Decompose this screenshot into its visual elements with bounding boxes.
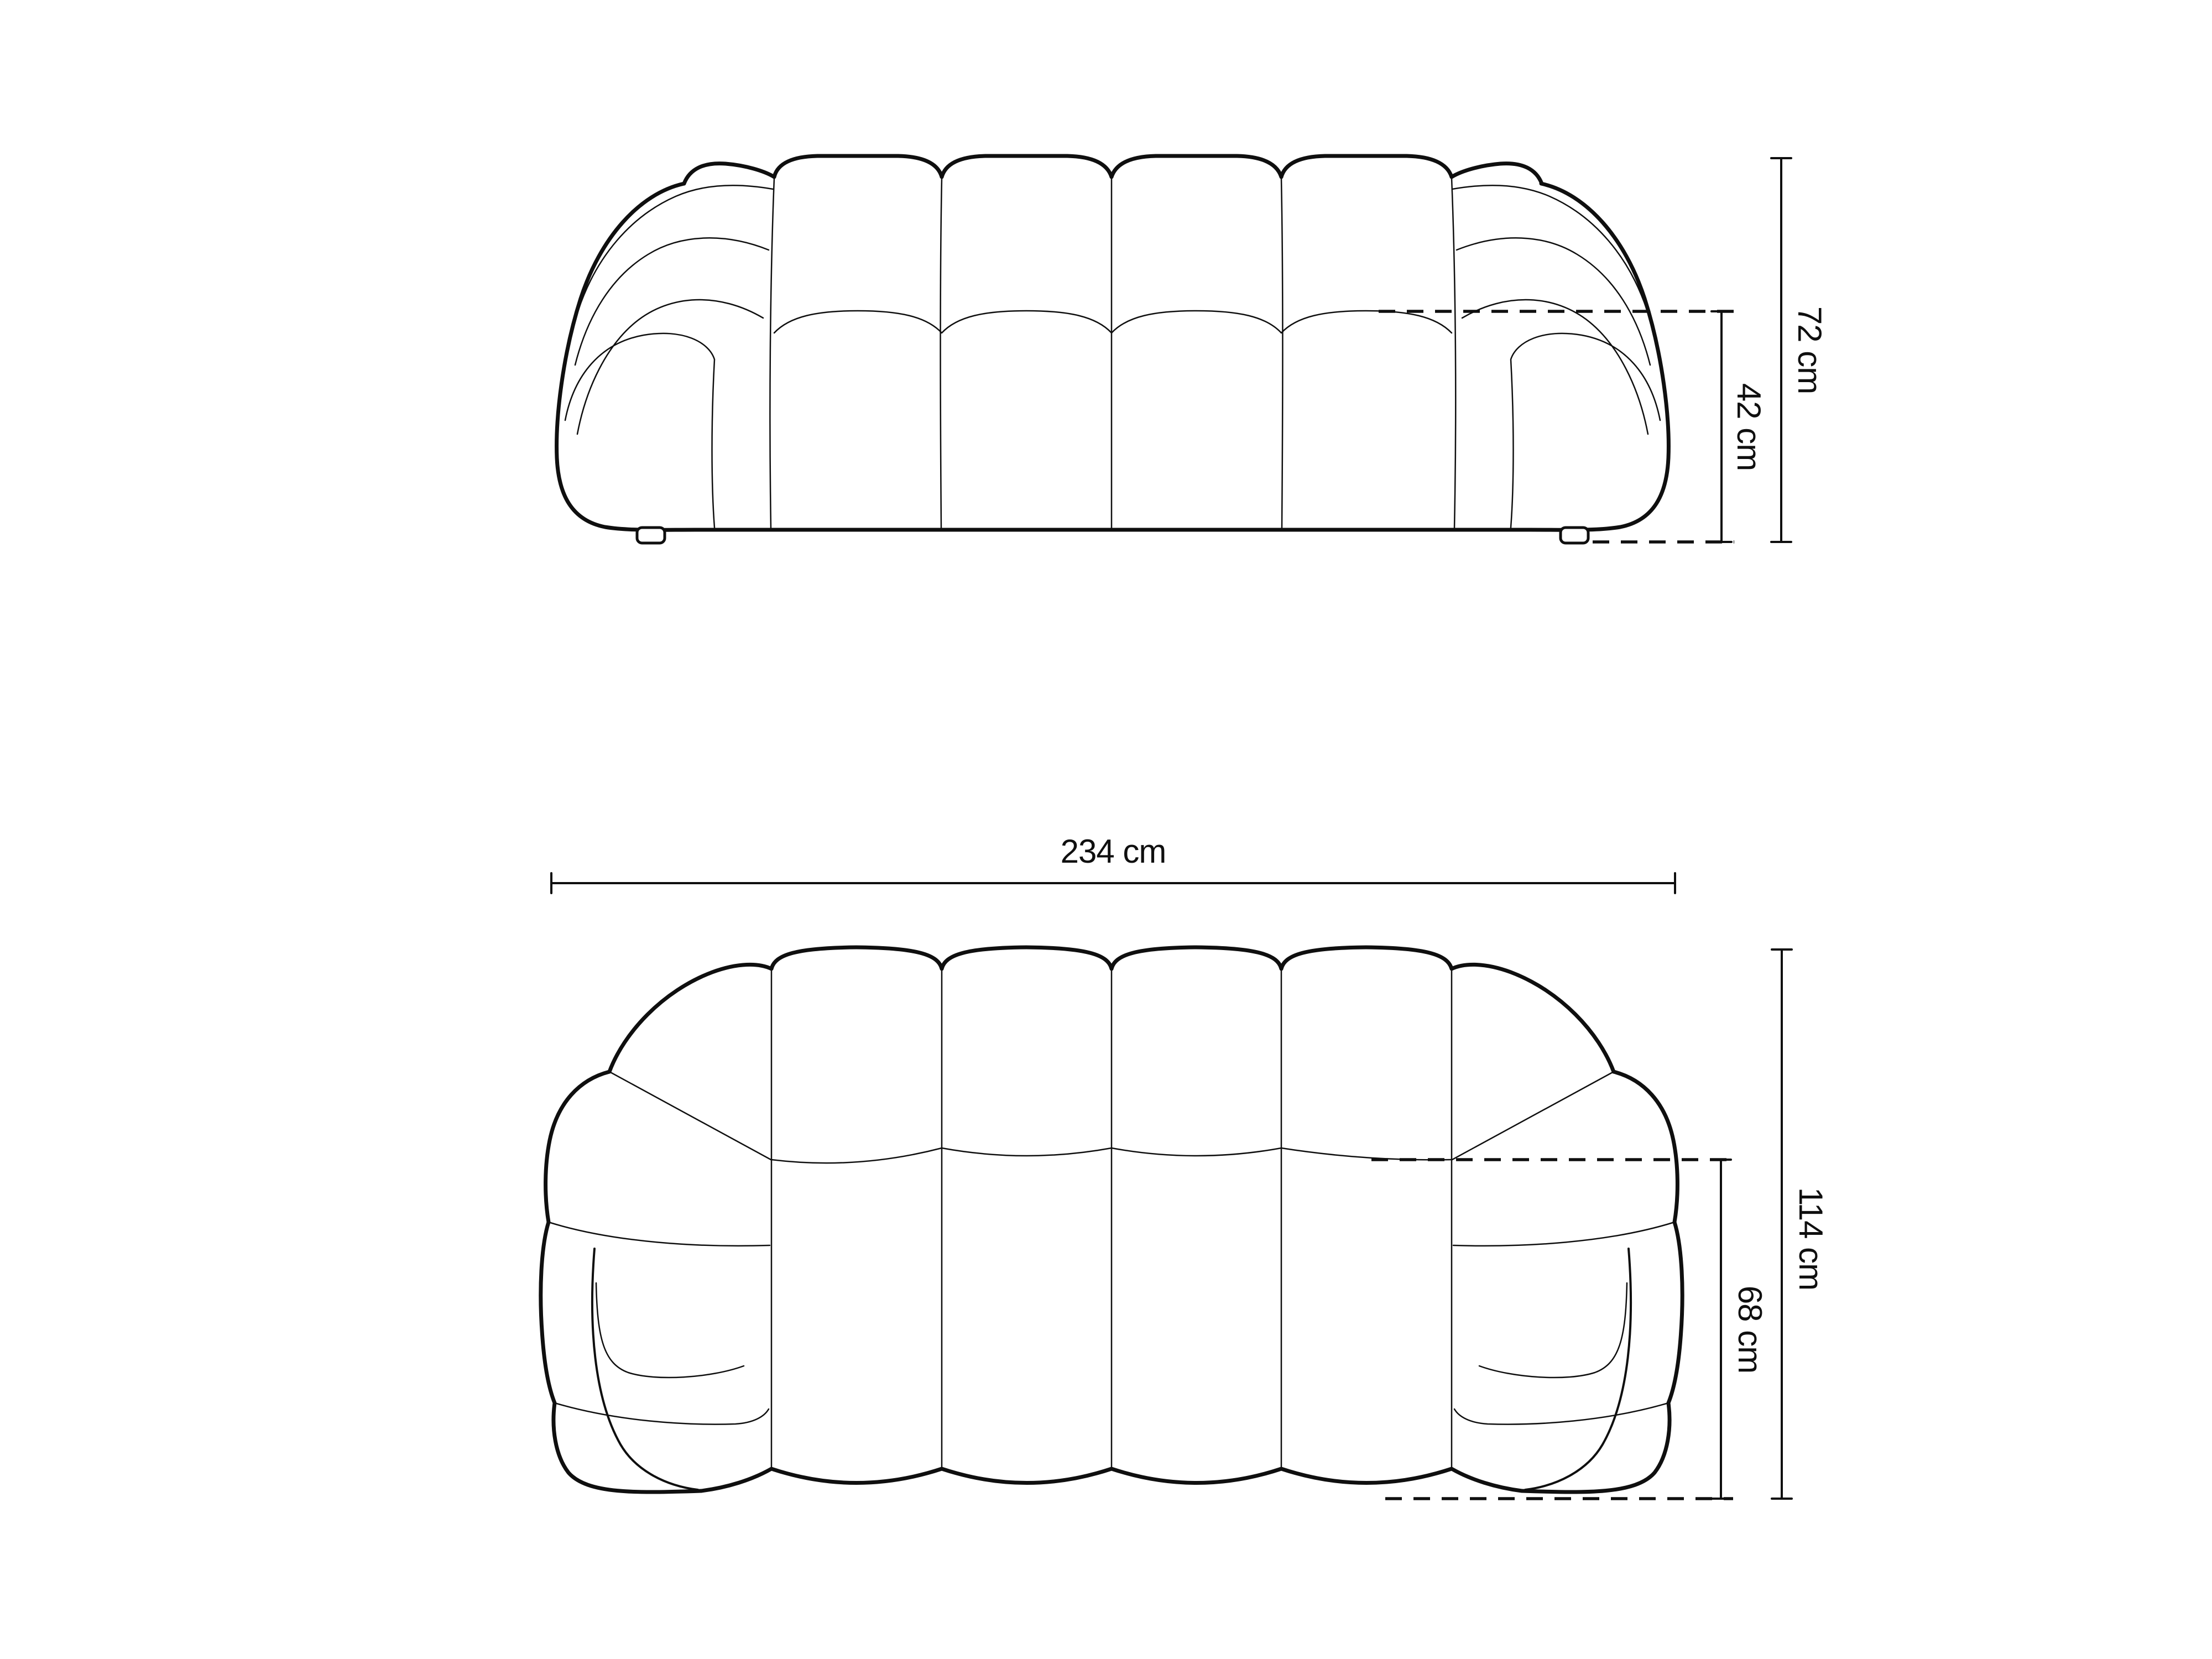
- dimension-line: [1711, 1160, 1731, 1499]
- top-left-corner-bubble-seam: [592, 1249, 698, 1490]
- dimension-line: [1712, 311, 1731, 542]
- dimension-label: 42 cm: [1730, 383, 1767, 471]
- dimension-top-seat-depth: [1711, 1160, 1768, 1499]
- front-dimension-annotations: [1379, 158, 1828, 542]
- dimension-line: [551, 873, 1675, 893]
- top-right-corner-bubble-seam: [1525, 1249, 1631, 1490]
- front-left-arm-seams: [565, 185, 773, 528]
- top-left-arm-outline: [541, 1072, 701, 1492]
- dimension-line: [1771, 158, 1791, 542]
- front-left-foot: [637, 528, 665, 543]
- front-right-foot: [1561, 528, 1588, 543]
- front-cushion-dividers: [770, 178, 1455, 529]
- front-sofa-outline: [557, 184, 1669, 530]
- top-left-arm-seams: [549, 1222, 770, 1425]
- dimension-line: [1772, 950, 1792, 1499]
- top-dimension-annotations: [551, 833, 1829, 1499]
- dimension-top-total-depth: [1772, 950, 1829, 1499]
- top-right-arm-outline: [1522, 1072, 1682, 1492]
- dimension-overall-width: [551, 833, 1675, 893]
- top-plan-view: [541, 947, 1682, 1492]
- dimension-front-seat-height: [1712, 311, 1767, 542]
- dimension-label: 114 cm: [1792, 1187, 1829, 1291]
- front-right-arm-seams: [1452, 185, 1660, 528]
- front-elevation-view: [557, 156, 1669, 543]
- dimension-label: 68 cm: [1731, 1285, 1768, 1374]
- dimension-label: 234 cm: [1060, 833, 1166, 870]
- top-front-edge: [701, 1469, 1522, 1491]
- front-seat-cushion-arches: [774, 311, 1452, 333]
- top-channel-dividers: [771, 970, 1452, 1469]
- dimension-label: 72 cm: [1791, 306, 1828, 394]
- front-back-cushions-top: [684, 156, 1542, 184]
- dimension-front-total-height: [1771, 158, 1828, 542]
- top-right-arm-seams: [1453, 1222, 1674, 1425]
